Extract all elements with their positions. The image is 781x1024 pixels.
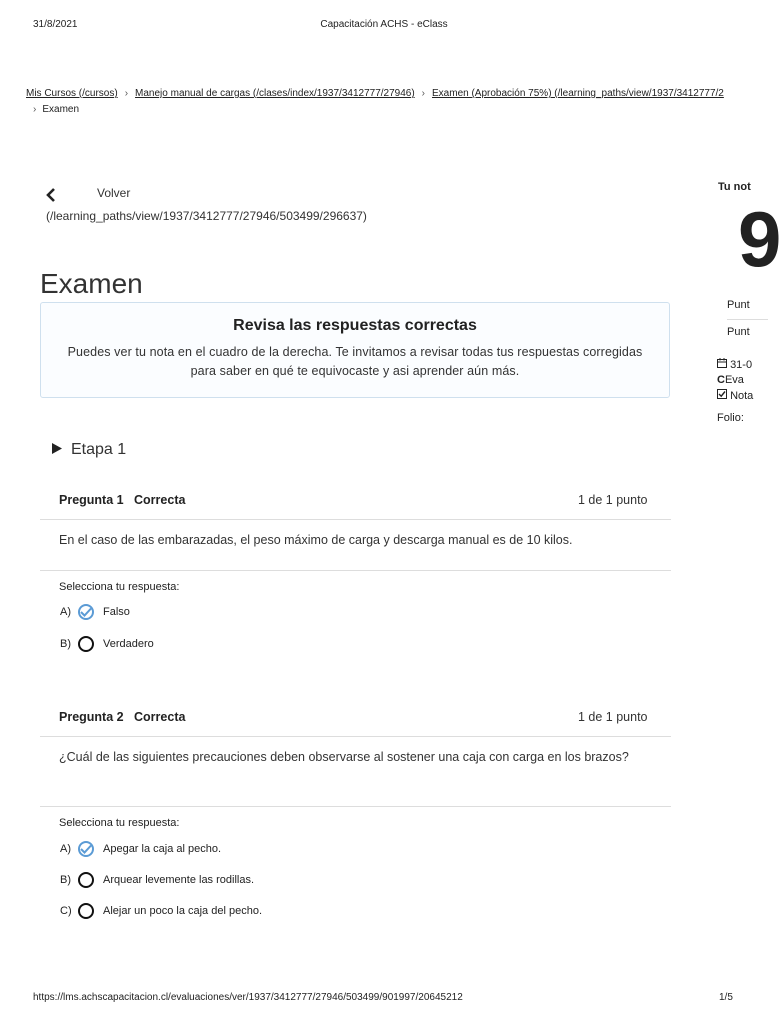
breadcrumb-separator: › [33,104,37,115]
score-row-2: Punt [727,326,750,338]
score-row-1: Punt [727,299,750,311]
grade-sidebar [716,176,781,436]
question-2-option-c[interactable] [60,903,262,919]
breadcrumb [26,88,768,99]
option-letter: B) [60,638,71,650]
option-label: Alejar un poco la caja del pecho. [103,905,262,917]
refresh-icon: C [717,374,725,386]
question-2-select-label: Selecciona tu respuesta: [59,817,180,829]
notice-body: Puedes ver tu nota en el cuadro de la derecha. Te invitamos a revisar todas tus respuestas corregidas para saber en qué te equivocaste y asi aprender aún más. [67,345,643,378]
back-url[interactable]: (/learning_paths/view/1937/3412777/27946/503499/296637) [46,209,367,223]
question-1-header: Pregunta 1 Correcta [59,493,186,507]
date-row [717,358,752,371]
divider [40,519,671,520]
folio-label: Folio: [717,412,744,424]
radio-circle-icon[interactable] [78,636,94,652]
option-letter: A) [60,606,71,618]
divider [40,570,671,571]
breadcrumb-separator: › [421,88,426,99]
question-2-option-b[interactable] [60,872,254,888]
option-label: Apegar la caja al pecho. [103,843,222,855]
print-title: Capacitación ACHS - eClass [320,19,448,30]
radio-circle-icon[interactable] [78,903,94,919]
stage-toggle[interactable] [52,441,126,459]
chevron-left-icon [46,186,56,207]
triangle-right-icon [52,441,62,459]
print-url: https://lms.achscapacitacion.cl/evaluaciones/ver/1937/3412777/27946/503499/901997/20645212 [33,992,463,1003]
question-1-select-label: Selecciona tu respuesta: [59,581,180,593]
question-1-option-b[interactable] [60,636,154,652]
breadcrumb-separator: › [124,88,129,99]
divider [40,806,671,807]
nota-row [717,389,753,402]
eval-value: Eva [724,374,744,386]
divider [727,319,768,320]
breadcrumb-link-course[interactable]: Manejo manual de cargas (/clases/index/1937/3412777/27946) [135,88,415,99]
stage-label: Etapa 1 [71,441,127,458]
option-label: Arquear levemente las rodillas. [103,874,255,886]
page-title: Examen [40,268,143,299]
option-letter: B) [60,874,71,886]
divider [40,736,671,737]
option-letter: A) [60,843,71,855]
radio-circle-icon[interactable] [78,872,94,888]
calendar-icon [717,359,730,371]
option-label: Verdadero [103,638,154,650]
check-circle-icon[interactable] [78,604,94,620]
review-notice [40,302,670,398]
check-circle-icon[interactable] [78,841,94,857]
question-2-score: 1 de 1 punto [578,710,648,724]
breadcrumb-link-exam[interactable]: Examen (Aprobación 75%) (/learning_paths/view/1937/3412777/2 [432,88,724,99]
option-label: Falso [103,606,130,618]
breadcrumb-current-row [33,104,79,115]
question-2-text: ¿Cuál de las siguientes precauciones deben observarse al sostener una caja con carga en los brazos? [59,750,629,764]
print-page-number: 1/5 [719,992,733,1003]
back-label: Volver [97,186,131,200]
nota-value: Nota [730,390,754,402]
question-2-header: Pregunta 2 Correcta [59,710,186,724]
question-1-score: 1 de 1 punto [578,493,648,507]
grade-heading: Tu not [718,181,751,193]
date-value: 31-0 [730,359,753,371]
checkbox-icon [717,390,730,402]
breadcrumb-current: Examen [42,104,80,115]
question-1-text: En el caso de las embarazadas, el peso máximo de carga y descarga manual es de 10 kilos. [59,533,573,547]
breadcrumb-link-mis-cursos[interactable]: Mis Cursos (/cursos) [26,88,118,99]
question-2-option-a[interactable] [60,841,221,857]
option-letter: C) [60,905,72,917]
print-date: 31/8/2021 [33,19,78,30]
grade-number: 9 [738,195,781,283]
notice-heading: Revisa las respuestas correctas [233,317,477,334]
question-1-option-a[interactable] [60,604,130,620]
eval-row [717,374,744,386]
